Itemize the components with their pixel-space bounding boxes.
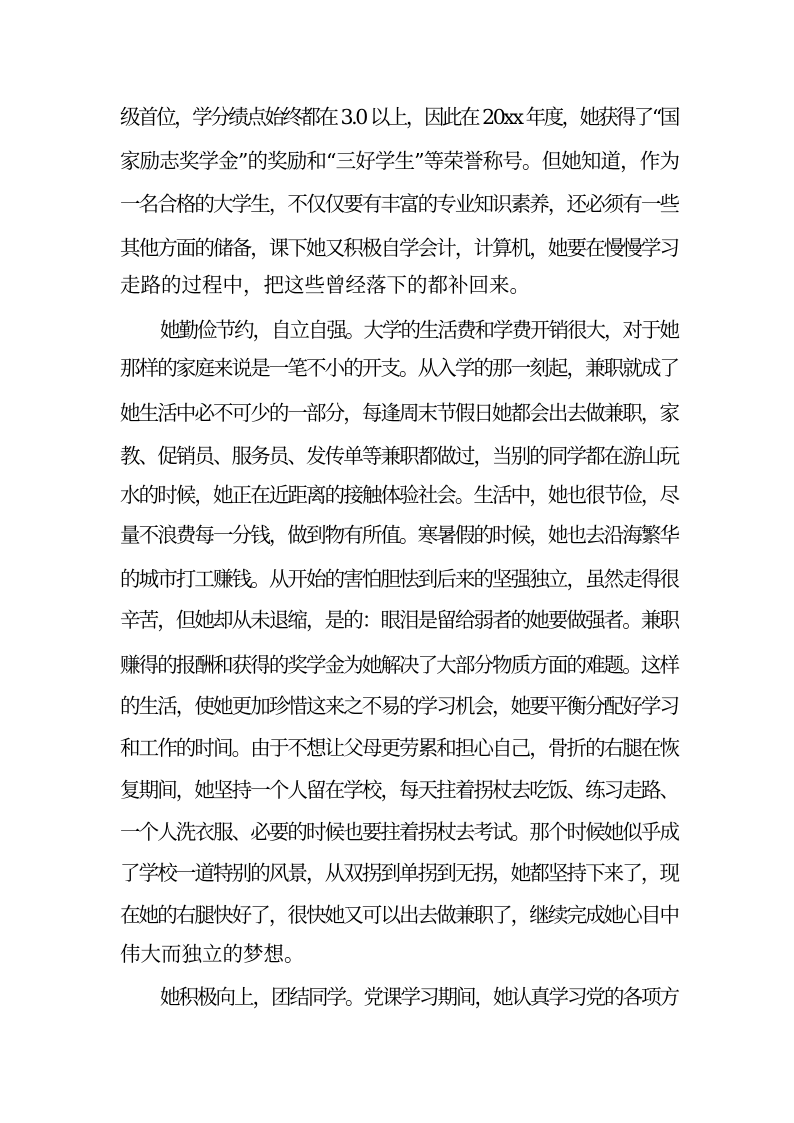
paragraph-2-line-2: 那样的家庭来说是一笔不小的开支。从入学的那一刻起，兼职就成了 xyxy=(120,356,679,380)
paragraph-1-line-4: 其他方面的储备，课下她又积极自学会计，计算机，她要在慢慢学习 xyxy=(120,236,679,260)
paragraph-2-line-14: 了学校一道特别的风景，从双拐到单拐到无拐，她都坚持下来了，现 xyxy=(120,861,679,885)
paragraph-1-line-1: 级首位，学分绩点始终都在 3.0 以上，因此在 20xx 年度，她获得了“国 xyxy=(120,105,678,129)
paragraph-1-line-3: 一名合格的大学生，不仅仅要有丰富的专业知识素养，还必须有一些 xyxy=(120,192,679,216)
paragraph-2-line-15: 在她的右腿快好了，很快她又可以出去做兼职了，继续完成她心目中 xyxy=(120,903,679,927)
paragraph-2-line-10: 的生活，使她更加珍惜这来之不易的学习机会，她要平衡分配好学习 xyxy=(120,694,679,718)
paragraph-2-line-5: 水的时候，她正在近距离的接触体验社会。生活中，她也很节俭，尽 xyxy=(120,483,679,507)
paragraph-2-line-6: 量不浪费每一分钱，做到物有所值。寒暑假的时候，她也去沿海繁华 xyxy=(120,523,679,547)
paragraph-2-line-16: 伟大而独立的梦想。 xyxy=(120,942,305,966)
paragraph-1-line-5: 走路的过程中，把这些曾经落下的都补回来。 xyxy=(120,273,530,297)
paragraph-1-line-2: 家励志奖学金”的奖励和“三好学生”等荣誉称号。但她知道，作为 xyxy=(120,149,680,173)
paragraph-2-line-12: 复期间，她坚持一个人留在学校，每天拄着拐杖去吃饭、练习走路、 xyxy=(120,778,679,802)
paragraph-3-line-1: 她积极向上，团结同学。党课学习期间，她认真学习党的各项方 xyxy=(160,985,678,1009)
paragraph-2-line-13: 一个人洗衣服、必要的时候也要拄着拐杖去考试。那个时候她似乎成 xyxy=(120,820,679,844)
paragraph-2-line-3: 她生活中必不可少的一部分，每逢周末节假日她都会出去做兼职，家 xyxy=(120,401,679,425)
paragraph-2-line-7: 的城市打工赚钱。从开始的害怕胆怯到后来的坚强独立，虽然走得很 xyxy=(120,567,679,591)
paragraph-2-line-11: 和工作的时间。由于不想让父母更劳累和担心自己，骨折的右腿在恢 xyxy=(120,736,679,760)
paragraph-2-line-9: 赚得的报酬和获得的奖学金为她解决了大部分物质方面的难题。这样 xyxy=(120,653,679,677)
paragraph-2-line-1: 她勤俭节约，自立自强。大学的生活费和学费开销很大，对于她 xyxy=(160,318,678,342)
paragraph-2-line-4: 教、促销员、服务员、发传单等兼职都做过，当别的同学都在游山玩 xyxy=(120,444,679,468)
paragraph-2-line-8: 辛苦，但她却从未退缩，是的：眼泪是留给弱者的她要做强者。兼职 xyxy=(120,608,679,632)
